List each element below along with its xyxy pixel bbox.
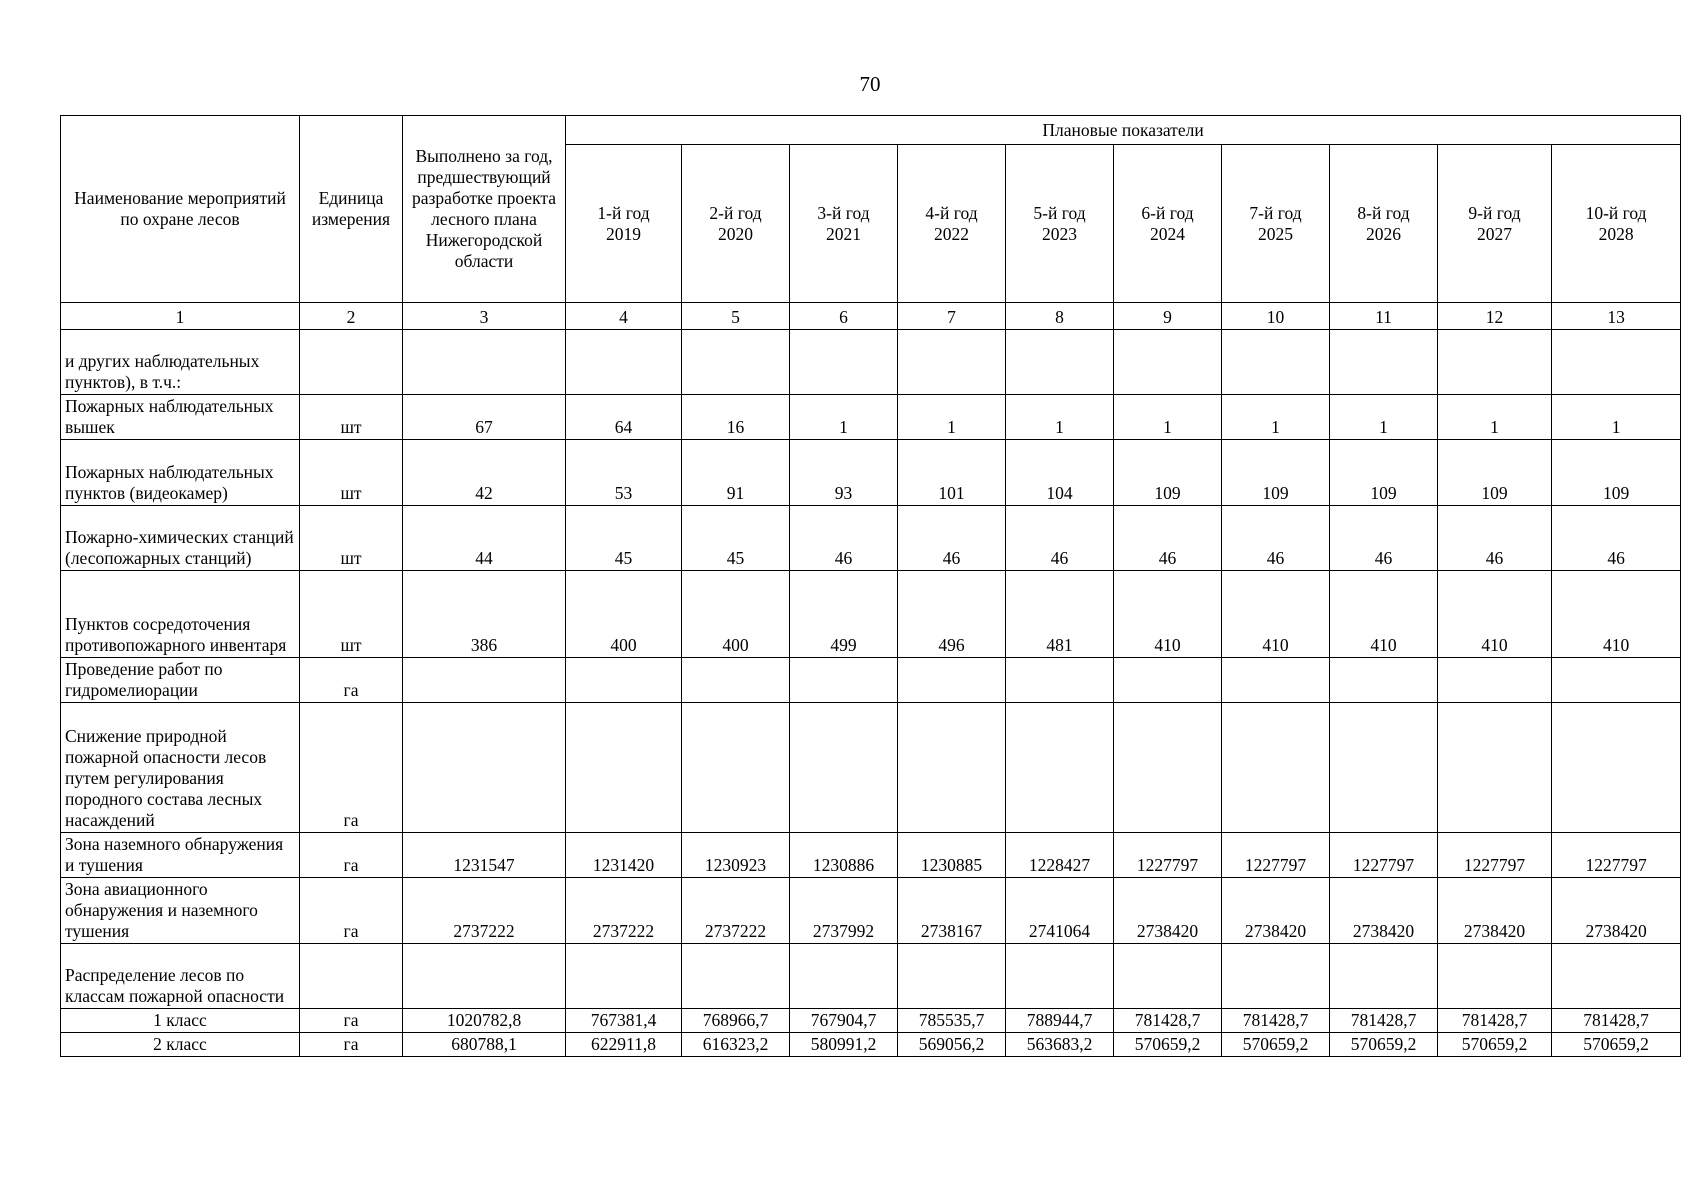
table-row: [61, 506, 1681, 571]
row-value: [1222, 658, 1330, 703]
header-unit-col: Единица измерения: [300, 116, 403, 303]
header-done-col: Выполнено за год, предшествующий разработке проекта лесного плана Нижегородской области: [403, 116, 566, 303]
year-label: 5-й год: [1033, 202, 1086, 223]
year-label: 6-й год: [1141, 202, 1194, 223]
row-value: 616323,2: [682, 1033, 790, 1057]
row-value: [1222, 944, 1330, 1009]
row-value: [1006, 658, 1114, 703]
row-value: 496: [898, 571, 1006, 658]
table-row: [61, 703, 1681, 833]
row-value: 1: [1438, 395, 1552, 440]
row-value: 2738420: [1330, 878, 1438, 944]
row-value: 91: [682, 440, 790, 506]
table-row: [61, 1033, 1681, 1057]
row-value: [682, 703, 790, 833]
row-value: 2741064: [1006, 878, 1114, 944]
row-value: [790, 944, 898, 1009]
row-value: 788944,7: [1006, 1009, 1114, 1033]
row-value: 109: [1330, 440, 1438, 506]
row-value: 570659,2: [1330, 1033, 1438, 1057]
row-value: [566, 330, 682, 395]
row-value: 1231420: [566, 833, 682, 878]
row-value: 1227797: [1438, 833, 1552, 878]
row-value: [1330, 944, 1438, 1009]
row-value: [1330, 703, 1438, 833]
row-unit: шт: [300, 440, 403, 506]
row-value: 2738420: [1438, 878, 1552, 944]
row-value: 410: [1438, 571, 1552, 658]
row-value: 45: [682, 506, 790, 571]
year-label: 8-й год: [1357, 202, 1410, 223]
row-value: [1222, 330, 1330, 395]
row-name: Проведение работ по гидромелиорации: [61, 658, 300, 703]
table-row: [61, 833, 1681, 878]
column-number: 5: [682, 303, 790, 330]
row-value: [1114, 703, 1222, 833]
row-value: 64: [566, 395, 682, 440]
year-value: 2019: [606, 223, 641, 244]
row-value: 767381,4: [566, 1009, 682, 1033]
row-value: 563683,2: [1006, 1033, 1114, 1057]
year-value: 2024: [1150, 223, 1185, 244]
row-value: 781428,7: [1222, 1009, 1330, 1033]
row-value: 2737222: [566, 878, 682, 944]
row-value: [1114, 658, 1222, 703]
row-value: [566, 944, 682, 1009]
header-year-7: [1222, 145, 1330, 303]
row-value: [682, 330, 790, 395]
row-name: и других наблюдательных пунктов), в т.ч.:: [61, 330, 300, 395]
row-value: 2738420: [1552, 878, 1681, 944]
row-value: 1227797: [1552, 833, 1681, 878]
row-value: 44: [403, 506, 566, 571]
row-value: [1114, 330, 1222, 395]
row-value: 1227797: [1222, 833, 1330, 878]
row-value: 46: [1552, 506, 1681, 571]
row-value: 1020782,8: [403, 1009, 566, 1033]
column-number: 8: [1006, 303, 1114, 330]
row-unit: шт: [300, 506, 403, 571]
row-value: 569056,2: [898, 1033, 1006, 1057]
row-value: 1228427: [1006, 833, 1114, 878]
row-unit: га: [300, 658, 403, 703]
row-value: [566, 658, 682, 703]
row-value: 767904,7: [790, 1009, 898, 1033]
column-number: 6: [790, 303, 898, 330]
row-value: [682, 944, 790, 1009]
row-value: 781428,7: [1114, 1009, 1222, 1033]
table-row: [61, 944, 1681, 1009]
row-value: 580991,2: [790, 1033, 898, 1057]
row-unit: шт: [300, 571, 403, 658]
row-name: Снижение природной пожарной опасности лесов путем регулирования породного состава лесных насаждений: [61, 703, 300, 833]
row-value: 768966,7: [682, 1009, 790, 1033]
row-value: 400: [682, 571, 790, 658]
header-year-4: [898, 145, 1006, 303]
row-value: [790, 703, 898, 833]
row-value: 46: [1006, 506, 1114, 571]
row-value: [1552, 658, 1681, 703]
row-value: 1: [1330, 395, 1438, 440]
row-value: [403, 330, 566, 395]
row-value: 499: [790, 571, 898, 658]
row-value: 53: [566, 440, 682, 506]
table-row: [61, 440, 1681, 506]
row-unit: га: [300, 1009, 403, 1033]
row-name: Зона наземного обнаружения и тушения: [61, 833, 300, 878]
header-year-9: [1438, 145, 1552, 303]
row-value: 781428,7: [1438, 1009, 1552, 1033]
year-value: 2020: [718, 223, 753, 244]
row-unit: га: [300, 833, 403, 878]
row-value: 45: [566, 506, 682, 571]
row-value: [790, 330, 898, 395]
row-value: 481: [1006, 571, 1114, 658]
row-name: Пунктов сосредоточения противопожарного инвентаря: [61, 571, 300, 658]
row-value: 2737222: [403, 878, 566, 944]
row-value: 93: [790, 440, 898, 506]
row-value: [1438, 658, 1552, 703]
row-value: [1552, 330, 1681, 395]
year-label: 1-й год: [597, 202, 650, 223]
column-number: 4: [566, 303, 682, 330]
row-value: 2737222: [682, 878, 790, 944]
column-number: 3: [403, 303, 566, 330]
row-unit: [300, 330, 403, 395]
row-value: [898, 944, 1006, 1009]
table-body: [61, 330, 1681, 1057]
row-value: 109: [1438, 440, 1552, 506]
table-row: [61, 658, 1681, 703]
row-value: 46: [898, 506, 1006, 571]
table-row: [61, 878, 1681, 944]
year-value: 2021: [826, 223, 861, 244]
row-value: 680788,1: [403, 1033, 566, 1057]
row-value: 42: [403, 440, 566, 506]
row-value: 46: [1114, 506, 1222, 571]
header-row-1: [61, 116, 1681, 145]
year-label: 3-й год: [817, 202, 870, 223]
table-row: [61, 1009, 1681, 1033]
row-value: 104: [1006, 440, 1114, 506]
row-value: 622911,8: [566, 1033, 682, 1057]
row-value: 781428,7: [1552, 1009, 1681, 1033]
year-label: 7-й год: [1249, 202, 1302, 223]
year-value: 2022: [934, 223, 969, 244]
row-value: [898, 658, 1006, 703]
column-number: 9: [1114, 303, 1222, 330]
row-value: 410: [1114, 571, 1222, 658]
row-value: 410: [1330, 571, 1438, 658]
header-year-6: [1114, 145, 1222, 303]
row-value: 1230886: [790, 833, 898, 878]
row-value: 46: [1222, 506, 1330, 571]
header-year-2: [682, 145, 790, 303]
row-value: 1: [898, 395, 1006, 440]
row-name: Распределение лесов по классам пожарной опасности: [61, 944, 300, 1009]
header-year-1: [566, 145, 682, 303]
table-row: [61, 571, 1681, 658]
column-number: 12: [1438, 303, 1552, 330]
row-value: [403, 944, 566, 1009]
row-value: [1438, 703, 1552, 833]
row-value: 1227797: [1114, 833, 1222, 878]
row-value: [1006, 703, 1114, 833]
year-label: 2-й год: [709, 202, 762, 223]
row-value: 67: [403, 395, 566, 440]
row-value: [1114, 944, 1222, 1009]
row-value: 781428,7: [1330, 1009, 1438, 1033]
row-name: Зона авиационного обнаружения и наземного тушения: [61, 878, 300, 944]
row-value: 1: [1114, 395, 1222, 440]
row-value: 785535,7: [898, 1009, 1006, 1033]
header-year-10: [1552, 145, 1681, 303]
row-unit: шт: [300, 395, 403, 440]
row-value: [566, 703, 682, 833]
row-value: 386: [403, 571, 566, 658]
forest-protection-table: [60, 115, 1681, 1057]
row-value: [898, 330, 1006, 395]
row-unit: га: [300, 878, 403, 944]
year-value: 2027: [1477, 223, 1512, 244]
row-value: 109: [1552, 440, 1681, 506]
row-value: 1230885: [898, 833, 1006, 878]
row-value: 410: [1552, 571, 1681, 658]
row-value: [1222, 703, 1330, 833]
row-value: [403, 658, 566, 703]
column-number-row: [61, 303, 1681, 330]
header-year-8: [1330, 145, 1438, 303]
row-value: 1: [1006, 395, 1114, 440]
row-value: 46: [1438, 506, 1552, 571]
row-value: 109: [1114, 440, 1222, 506]
year-label: 4-й год: [925, 202, 978, 223]
year-label: 10-й год: [1585, 202, 1647, 223]
header-plan-group: Плановые показатели: [566, 116, 1681, 145]
row-value: 2738420: [1222, 878, 1330, 944]
column-number: 7: [898, 303, 1006, 330]
row-value: [898, 703, 1006, 833]
column-number: 13: [1552, 303, 1681, 330]
row-value: [1006, 944, 1114, 1009]
row-value: [1438, 944, 1552, 1009]
row-name: Пожарных наблюдательных пунктов (видеокамер): [61, 440, 300, 506]
row-unit: [300, 944, 403, 1009]
row-value: [1330, 330, 1438, 395]
page-number: 70: [859, 72, 881, 96]
row-value: 2738420: [1114, 878, 1222, 944]
column-number: 11: [1330, 303, 1438, 330]
row-value: 410: [1222, 571, 1330, 658]
row-name: Пожарных наблюдательных вышек: [61, 395, 300, 440]
row-value: [1006, 330, 1114, 395]
row-value: 1231547: [403, 833, 566, 878]
row-name: 1 класс: [61, 1009, 300, 1033]
row-value: [682, 658, 790, 703]
row-value: 570659,2: [1552, 1033, 1681, 1057]
row-value: 1: [1222, 395, 1330, 440]
column-number: 1: [61, 303, 300, 330]
row-value: [1438, 330, 1552, 395]
row-value: 1230923: [682, 833, 790, 878]
row-value: [1330, 658, 1438, 703]
row-value: [1552, 703, 1681, 833]
row-value: 109: [1222, 440, 1330, 506]
row-value: 101: [898, 440, 1006, 506]
row-name: Пожарно-химических станций (лесопожарных станций): [61, 506, 300, 571]
table-row: [61, 330, 1681, 395]
row-value: [1552, 944, 1681, 1009]
row-value: 1: [790, 395, 898, 440]
row-name: 2 класс: [61, 1033, 300, 1057]
row-value: 1: [1552, 395, 1681, 440]
table-row: [61, 395, 1681, 440]
header-year-3: [790, 145, 898, 303]
column-number: 2: [300, 303, 403, 330]
year-value: 2023: [1042, 223, 1077, 244]
row-value: 570659,2: [1114, 1033, 1222, 1057]
row-value: 2738167: [898, 878, 1006, 944]
row-value: [790, 658, 898, 703]
row-value: 1227797: [1330, 833, 1438, 878]
row-value: 46: [790, 506, 898, 571]
header-year-5: [1006, 145, 1114, 303]
row-value: 570659,2: [1438, 1033, 1552, 1057]
row-value: 16: [682, 395, 790, 440]
year-value: 2025: [1258, 223, 1293, 244]
year-value: 2028: [1598, 223, 1634, 244]
row-value: [403, 703, 566, 833]
row-unit: га: [300, 1033, 403, 1057]
row-value: 570659,2: [1222, 1033, 1330, 1057]
column-number: 10: [1222, 303, 1330, 330]
row-value: 400: [566, 571, 682, 658]
row-value: 46: [1330, 506, 1438, 571]
header-name-col: Наименование мероприятий по охране лесов: [61, 116, 300, 303]
year-value: 2026: [1366, 223, 1401, 244]
row-value: 2737992: [790, 878, 898, 944]
row-unit: га: [300, 703, 403, 833]
year-label: 9-й год: [1468, 202, 1521, 223]
